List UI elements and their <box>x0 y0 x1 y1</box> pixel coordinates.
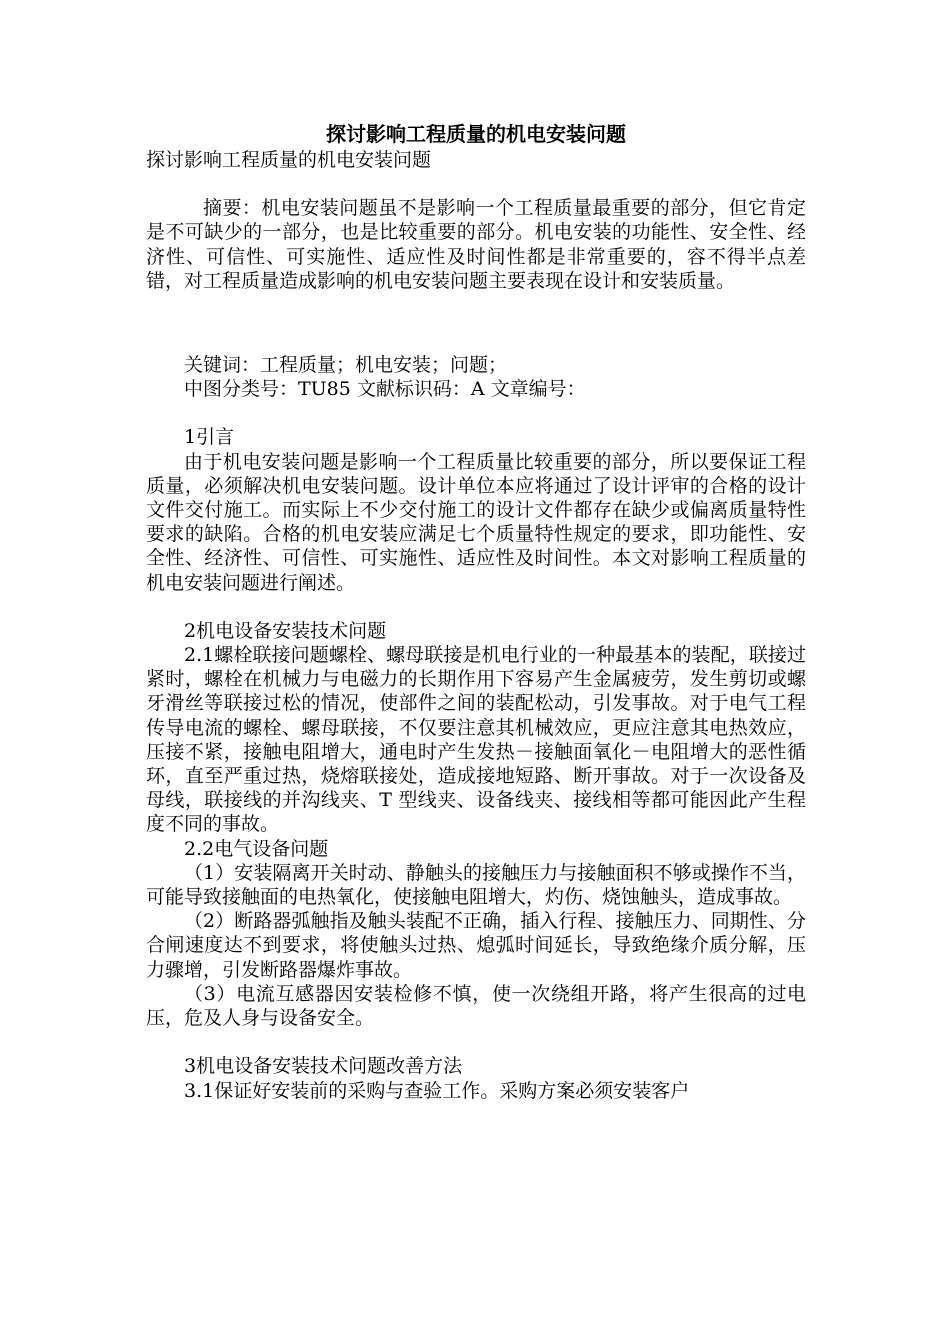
spacer <box>146 293 806 353</box>
keywords-line: 关键词：工程质量；机电安装；问题； <box>184 354 508 377</box>
classification-line: 中图分类号：TU85 文献标识码：A 文章编号： <box>184 378 586 401</box>
section-heading: 3机电设备安装技术问题改善方法 <box>184 1055 463 1078</box>
spacer <box>146 172 806 196</box>
spacer <box>146 401 806 425</box>
section-heading: 2机电设备安装技术问题 <box>184 619 387 642</box>
abstract-paragraph: 摘要：机电安装问题虽不是影响一个工程质量最重要的部分，但它肯定是不可缺少的一部分，也是比较重要的部分。机电安装的功能性、安全性、经济性、可信性、可实施性、适应性及时间性都是非常重要的，容不得半点差错，对工程质量造成影响的机电安装问题主要表现在设计和安装质量。 <box>146 197 806 292</box>
body-paragraph: （3）电流互感器因安装检修不慎，使一次绕组开路，将产生很高的过电压，危及人身与设备安全。 <box>146 982 806 1030</box>
subsection-heading: 2.2电气设备问题 <box>184 837 329 860</box>
spacer <box>146 595 806 619</box>
body-paragraph: 由于机电安装问题是影响一个工程质量比较重要的部分，所以要保证工程质量，必须解决机电安装问题。设计单位本应将通过了设计评审的合格的设计文件交付施工。而实际上不少交付施工的设计文件都存在缺少或偏离质量特性要求的缺陷。合格的机电安装应满足七个质量特性规定的要求，即功能性、安全性、经济性、可信性、可实施性、适应性及时间性。本文对影响工程质量的机电安装问题进行阐述。 <box>146 450 806 594</box>
document-page <box>146 120 806 1103</box>
body-paragraph: （2）断路器弧触指及触头装配不正确，插入行程、接触压力、同期性、分合闸速度达不到要求，将使触头过热、熄弧时间延长，导致绝缘介质分解，压力骤增，引发断路器爆炸事故。 <box>146 910 806 981</box>
body-paragraph: 2.1螺栓联接问题螺栓、螺母联接是机电行业的一种最基本的装配，联接过紧时，螺栓在机械力与电磁力的长期作用下容易产生金属疲劳，发生剪切或螺牙滑丝等联接过松的情况，使部件之间的装配松动，引发事故。对于电气工程传导电流的螺栓、螺母联接，不仅要注意其机械效应，更应注意其电热效应，压接不紧，接触电阻增大，通电时产生发热－接触面氧化－电阻增大的恶性循环，直至严重过热，烧熔联接处，造成接地短路、断开事故。对于一次设备及母线，联接线的并沟线夹、T 型线夹、设备线夹、接线相等都可能因此产生程度不同的事故。 <box>146 644 806 836</box>
document-title: 探讨影响工程质量的机电安装问题 <box>326 122 626 146</box>
section-heading: 1引言 <box>184 426 235 449</box>
body-paragraph: 3.1保证好安装前的采购与查验工作。采购方案必须安装客户 <box>184 1079 690 1102</box>
document-subtitle: 探讨影响工程质量的机电安装问题 <box>146 149 432 171</box>
spacer <box>146 1030 806 1054</box>
body-paragraph: （1）安装隔离开关时动、静触头的接触压力与接触面积不够或操作不当，可能导致接触面的电热氧化，使接触电阻增大，灼伤、烧蚀触头，造成事故。 <box>146 861 806 909</box>
